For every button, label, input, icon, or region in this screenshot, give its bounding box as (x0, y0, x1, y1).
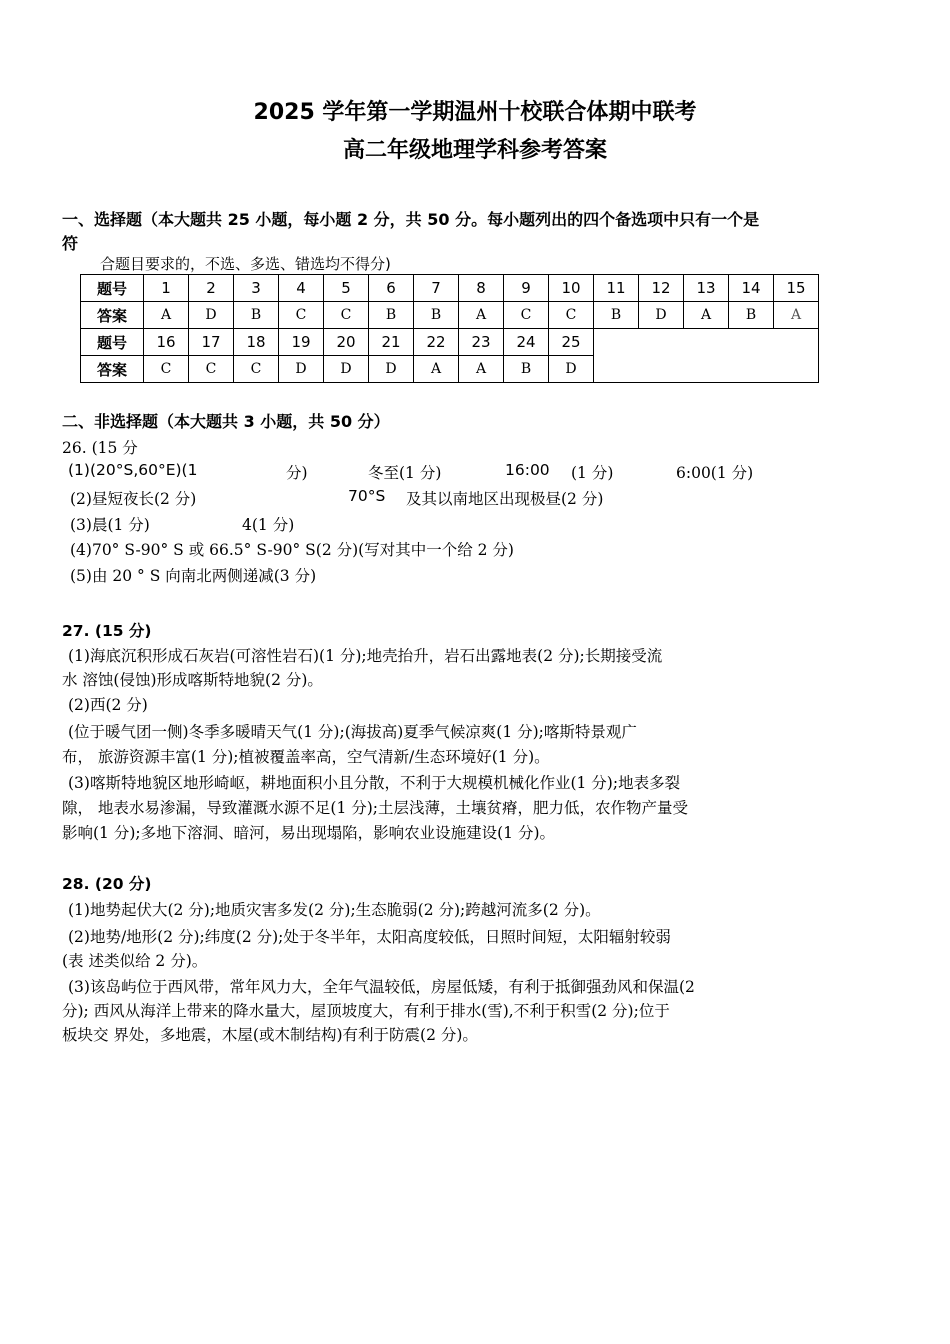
empty-cell (594, 329, 819, 383)
q26-line1-a: (1)(20°S,60°E)(1 (68, 461, 198, 479)
table-cell: 17 (189, 329, 234, 356)
q27-line5: 布， 旅游资源丰富(1 分);植被覆盖率高，空气清新/生态环境好(1 分)。 (62, 748, 550, 766)
table-cell: 10 (549, 275, 594, 302)
table-cell: C (144, 356, 189, 383)
q27-line3: (2)西(2 分) (68, 696, 148, 714)
table-cell: 3 (234, 275, 279, 302)
q28-heading: 28. (20 分) (62, 875, 152, 893)
q26-line3-b: 4(1 分) (242, 516, 295, 534)
table-cell: B (594, 302, 639, 329)
q26-line1-c: 冬至(1 分) (368, 464, 442, 482)
q27-line7: 隙， 地表水易渗漏，导致灌溉水源不足(1 分);土层浅薄，土壤贫瘠，肥力低，农作物产量受 (62, 799, 689, 817)
section1-heading-note: 合题目要求的，不选、多选、错选均不得分) (100, 255, 391, 273)
row-label-question: 题号 (81, 275, 144, 302)
table-cell: D (324, 356, 369, 383)
table-cell: 20 (324, 329, 369, 356)
q27-line1: (1)海底沉积形成石灰岩(可溶性岩石)(1 分);地壳抬升，岩石出露地表(2 分);长期接受流 (68, 647, 663, 665)
table-cell: A (144, 302, 189, 329)
table-cell: 4 (279, 275, 324, 302)
q26-line1-f: 6:00(1 分) (676, 464, 754, 482)
answer-table (80, 274, 819, 383)
table-row-a1 (81, 302, 819, 329)
q27-line2: 水 溶蚀(侵蚀)形成喀斯特地貌(2 分)。 (62, 671, 323, 689)
table-row-q1 (81, 275, 819, 302)
q26-line1-e: (1 分) (571, 464, 614, 482)
table-cell: D (549, 356, 594, 383)
table-cell: A (459, 356, 504, 383)
table-cell: 2 (189, 275, 234, 302)
table-cell: 16 (144, 329, 189, 356)
row-label-answer: 答案 (81, 356, 144, 383)
table-cell: 14 (729, 275, 774, 302)
table-cell: C (324, 302, 369, 329)
table-cell: D (279, 356, 324, 383)
table-cell: 15 (774, 275, 819, 302)
table-cell: 9 (504, 275, 549, 302)
table-cell: D (369, 356, 414, 383)
table-cell: 12 (639, 275, 684, 302)
q26-line1-b: 分) (286, 464, 308, 482)
table-cell: 8 (459, 275, 504, 302)
table-cell: 25 (549, 329, 594, 356)
q26-line5: (5)由 20 ° S 向南北两侧递减(3 分) (70, 567, 317, 585)
table-cell: A (684, 302, 729, 329)
q28-line3: (表 述类似给 2 分)。 (62, 952, 208, 970)
q26-heading: 26. (15 分 (62, 439, 138, 457)
table-cell: D (189, 302, 234, 329)
table-cell: C (549, 302, 594, 329)
table-cell: C (234, 356, 279, 383)
q26-line4: (4)70° S-90° S 或 66.5° S-90° S(2 分)(写对其中一个给 2 分) (70, 541, 514, 559)
table-cell: 5 (324, 275, 369, 302)
table-cell: B (414, 302, 459, 329)
q26-line2-a: (2)昼短夜长(2 分) (70, 490, 197, 508)
table-cell: B (369, 302, 414, 329)
table-row-q2 (81, 329, 819, 356)
table-cell: 24 (504, 329, 549, 356)
table-cell: C (279, 302, 324, 329)
table-cell: 21 (369, 329, 414, 356)
q26-line2-c: 及其以南地区出现极昼(2 分) (406, 490, 604, 508)
table-cell: B (729, 302, 774, 329)
row-label-answer: 答案 (81, 302, 144, 329)
q28-line2: (2)地势/地形(2 分);纬度(2 分);处于冬半年，太阳高度较低，日照时间短，太阳辐射较弱 (68, 928, 671, 946)
q27-line6: (3)喀斯特地貌区地形崎岖，耕地面积小且分散，不利于大规模机械化作业(1 分);地表多裂 (68, 774, 681, 792)
table-cell: B (234, 302, 279, 329)
table-cell: 22 (414, 329, 459, 356)
table-cell: 23 (459, 329, 504, 356)
section2-heading: 二、非选择题（本大题共 3 小题，共 50 分） (62, 412, 390, 431)
q28-line5: 分); 西风从海洋上带来的降水量大，屋顶坡度大，有利于排水(雪),不利于积雪(2 分);位于 (62, 1002, 670, 1020)
table-cell: B (504, 356, 549, 383)
section1-heading: 一、选择题（本大题共 25 小题，每小题 2 分，共 50 分。每小题列出的四个备选项中只有一个是 (62, 210, 760, 229)
table-cell: A (774, 302, 819, 329)
table-cell: 7 (414, 275, 459, 302)
table-cell: C (504, 302, 549, 329)
q27-line8: 影响(1 分);多地下溶洞、暗河，易出现塌陷，影响农业设施建设(1 分)。 (62, 824, 555, 842)
table-cell: 19 (279, 329, 324, 356)
q26-line2-b: 70°S (348, 487, 386, 505)
row-label-question: 题号 (81, 329, 144, 356)
document-subtitle: 高二年级地理学科参考答案 (342, 138, 607, 163)
q26-line3-a: (3)晨(1 分) (70, 516, 150, 534)
table-cell: 11 (594, 275, 639, 302)
q27-line4: (位于暖气团一侧)冬季多暖晴天气(1 分);(海拔高)夏季气候凉爽(1 分);喀斯特景观广 (68, 723, 637, 741)
q26-line1-d: 16:00 (505, 461, 550, 479)
q28-line6: 板块交 界处，多地震，木屋(或木制结构)有利于防震(2 分)。 (62, 1026, 478, 1044)
table-cell: C (189, 356, 234, 383)
q27-heading: 27. (15 分) (62, 622, 152, 640)
table-cell: D (639, 302, 684, 329)
q28-line1: (1)地势起伏大(2 分);地质灾害多发(2 分);生态脆弱(2 分);跨越河流多(2 分)。 (68, 901, 601, 919)
section1-heading-cont: 符 (62, 234, 79, 253)
table-cell: A (459, 302, 504, 329)
table-cell: A (414, 356, 459, 383)
q28-line4: (3)该岛屿位于西风带，常年风力大，全年气温较低，房屋低矮，有利于抵御强劲风和保温(2 (68, 978, 695, 996)
table-cell: 6 (369, 275, 414, 302)
document-title: 2025 学年第一学期温州十校联合体期中联考 (253, 100, 697, 125)
table-cell: 13 (684, 275, 729, 302)
table-cell: 18 (234, 329, 279, 356)
table-cell: 1 (144, 275, 189, 302)
